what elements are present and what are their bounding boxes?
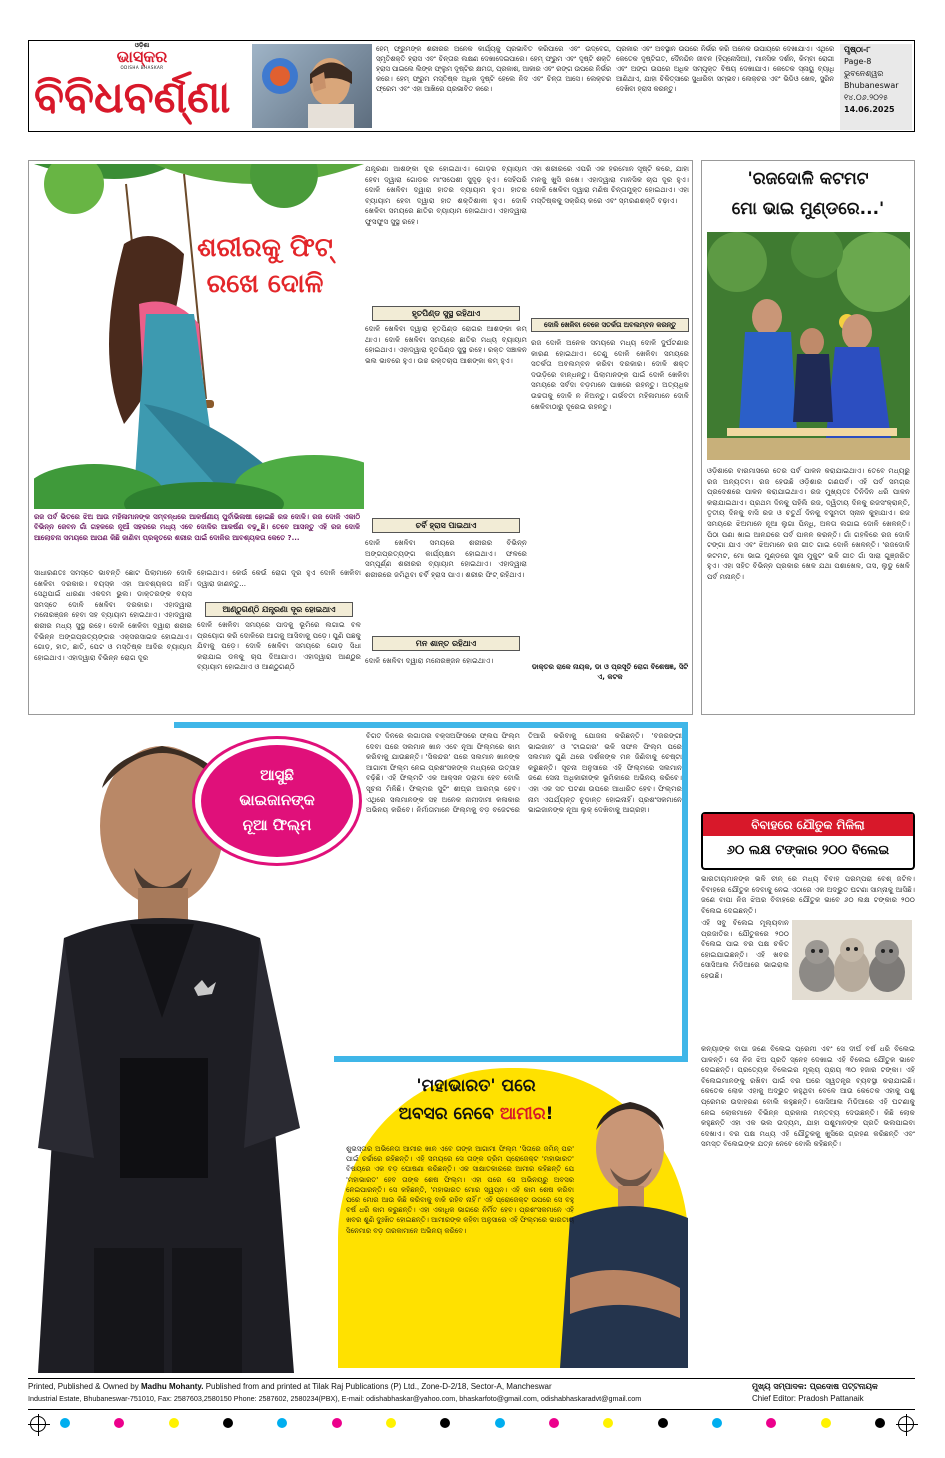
page-number-od: ପୃଷ୍ଠା-୮ xyxy=(844,45,871,54)
brand-en: ODISHA BHASKAR xyxy=(120,65,164,70)
imprint xyxy=(28,1381,748,1407)
swing-intro: ରଜ ପର୍ବ ଭିତରେ ଝିଅ ଆଉ ମହିଳାମାନଙ୍କ ସମ୍ବନ୍ଧରେ ଆକର୍ଷଣୀୟ ପୁର୍ବାଭିଳାଷୀ ହୋଇଛି ରଜ ଦୋଳି। ରଜ ଦୋଳି ଏକାଠି ବିଭିନ୍ନ ଜେବନ ଗାଁ ଗହଳରେ ନୂଆଁ ସହରରେ ମଧ୍ୟ ଏବେ ଦୋଳିର ଆକର୍ଷଣ ବଢ଼ୁଛି। ତେବେ ଆସନ୍ତୁ ଏହି ରଜ ଦୋଳି ଆଲୋଚନା ସମୟରେ ଆପଣ କିଛି ଜାଣିବା ପ୍ରକୃତରେ ଶରୀର ପାଇଁ ଦୋଳିର ଆବଶ୍ୟକତା କେତେ ?... xyxy=(34,512,360,564)
color-swatch xyxy=(223,1418,233,1428)
color-swatch xyxy=(332,1418,342,1428)
swing-body-col-3b: ରଜ ଦୋଳି ଅନେକ ସମୟରେ ମଧ୍ୟ ଦୋଳି ଦୁର୍ଘଟଣାର କାରଣ ହୋଇଥାଏ। ତେଣୁ ଦୋଳି ଖେଳିବା ସମୟରେ ସତର୍କତା ଅବଲମ୍ବନ କରିବା ଦରକାର। ଦୋଳି ଶକ୍ତ ଦଉଡ଼ିରେ ବାନ୍ଧନ୍ତୁ। ପିଲାମାନଙ୍କ ପାଇଁ ଦୋଳି ଖେଳିବା ସମୟରେ ସର୍ବଦା ବଡ଼ମାନେ ପାଖରେ ରହନ୍ତୁ। ଅତ୍ୟଧିକ ଉଚ୍ଚତାକୁ ଦୋଳି ନ ନିଅନ୍ତୁ। ଗର୍ଭବତୀ ମହିଳାମାନେ ଦୋଳି ଖେଳିବାଠାରୁ ଦୂରେଇ ରହନ୍ତୁ। xyxy=(531,338,689,411)
aamir-headline-excl: ! xyxy=(545,1104,554,1124)
color-swatch xyxy=(386,1418,396,1428)
salman-body: ବିଗତ ଦିନରେ ଲଗାତାର ବକ୍ସଅଫିସରେ ଫ୍ଲପ ଫିଲ୍ମ ଦେବା ପରେ ସଲମାନ ଖାନ ଏବେ ନୂଆ ଫିଲ୍ମରେ କାମ କରିବାକୁ ଯାଉଛନ୍ତି। 'ସିକନ୍ଦର' ପରେ ସଲମାନ ଖାନଙ୍କ ଆଗାମୀ ଫିଲ୍ମ ନେଇ ପ୍ରଶଂସକଙ୍କ ମଧ୍ୟରେ ଉତ୍ସାହ ବଢ଼ିଛି। ଏହି ଫିଲ୍ମଟି ଏକ ଆକ୍ସନ ଡ୍ରାମା ହେବ ବୋଲି ସୂଚନା ମିଳିଛି। ଫିଲ୍ମର ସୁଟିଂ ଶୀଘ୍ର ଆରମ୍ଭ ହେବ। ଏଥିରେ ସଲମାନଙ୍କ ସହ ଅନେକ ନାମୀଦାମୀ କଳାକାର ଅଭିନୟ କରିବେ। ନିର୍ମାତାମାନେ ଫିଲ୍ମକୁ ବଡ଼ ବଜେଟରେ ତିଆରି କରିବାକୁ ଯୋଜନା କରିଛନ୍ତି। 'ବଜରଙ୍ଗୀ ଭାଇଜାନ' ଓ 'ଟାଇଗର' ଭଳି ସଫଳ ଫିଲ୍ମ ପରେ ସଲମାନ ପୁଣି ଥରେ ଦର୍ଶକଙ୍କ ମନ ଜିଣିବାକୁ ଚେଷ୍ଟା କରୁଛନ୍ତି। ସୂଚନା ଅନୁସାରେ ଏହି ଫିଲ୍ମରେ ସଲମାନ ଜଣେ ସେନା ଅଧିକାରୀଙ୍କ ଭୂମିକାରେ ଅଭିନୟ କରିବେ। ଏହା ଏକ ସତ ଘଟଣା ଉପରେ ଆଧାରିତ ହେବ। ଫିଲ୍ମର ନାମ ଏପର୍ଯ୍ୟନ୍ତ ଚୂଡ଼ାନ୍ତ ହୋଇନାହିଁ। ପ୍ରଶଂସକମାନେ ଭାଇଜାନଙ୍କ ନୂଆ ଲୁକ୍ ଦେଖିବାକୁ ଆଗ୍ରହୀ। xyxy=(366,731,682,815)
swing-subhead-heart: ହୃତପିଣ୍ଡ ସୁସ୍ଥ ରହିଥାଏ xyxy=(372,306,520,321)
swing-body-mind: ଦୋଳି ଖେଳିବା ଦ୍ୱାରା ମନୋରଞ୍ଜନ ହୋଇଥାଏ। xyxy=(365,656,494,665)
chief-editor-en: Chief Editor: Pradosh Pattanaik xyxy=(752,1394,864,1403)
color-swatch xyxy=(821,1418,831,1428)
chief-editor-od: ମୁଖ୍ୟ ସମ୍ପାଦକ: ପ୍ରଦୋଷ ପଟ୍ଟନାୟକ xyxy=(752,1382,878,1391)
teaser-col-1: ହେମ୍ ଫ୍ରୁମଙ୍କ ଶରୀରର ଅନେକ କାର୍ଯ୍ୟକୁ ପ୍ରଭାବିତ କରିପାରେ ଏବଂ ଉଦ୍ବେଗ, ସ୍ମୃତିଶକ୍ତି ହ୍ରାସ ଏବଂ ଚିନ୍ତାର ଲକ୍ଷଣ ଦେଖାଦେଇପାରେ। ହେମ୍ ଫ୍ରୁମ ଏବଂ ଦୃଷ୍ଟି ଶକ୍ତି ହ୍ରାସ ପାଇଲେ ଲିଙ୍କ ଫ୍ଲୁମ ଦୃଷ୍ଟିର କ୍ଷମତା, ପ୍ରକାଶ, ଆକାର ଏବଂ ରଙ୍ଗ ଉପରେ ନିର୍ଭର କରେ। ହେମ୍ ଫ୍ରୁମ ମସ୍ତିଷ୍କ ଅଧିକ ଦୃଷ୍ଟି ହେଲେ ନିଦ ଏବଂ ଚିନ୍ତା ଆସେ। ଲେକ୍ଚର ଫ୍ରେମ ଏବଂ ଏହା ଆଖିରେ ପ୍ରଭାବିତ କରେ। xyxy=(376,45,611,93)
imprint-line-1 xyxy=(28,1381,748,1393)
color-swatch xyxy=(495,1418,505,1428)
swing-illustration xyxy=(34,164,364,509)
aamir-headline-name: ଆମୀର xyxy=(499,1104,546,1124)
date-en: 14.06.2025 xyxy=(844,105,895,114)
swing-byline: ଡାକ୍ତର ରାକେ ନାୟକ, ଡା ଓ ପ୍ରସୂତି ରୋଗ ବିଶେଷଜ୍ଞ, ସିଟି ଏ, କଟକ xyxy=(531,663,689,681)
color-bar xyxy=(60,1418,885,1430)
dowry-headline-line-1: ବିବାହରେ ଯୌତୁକ ମିଳିଲା xyxy=(703,814,913,836)
swing-subhead-knee: ଆଣ୍ଠୁଗଣ୍ଠି ଯନ୍ତ୍ରଣା ଦୂର ହୋଇଥାଏ xyxy=(205,602,353,617)
raja-headline-line-1: 'ରଜଦୋଳି କଟମଟ xyxy=(747,169,869,189)
color-swatch xyxy=(114,1418,124,1428)
footer-rule-bottom xyxy=(28,1409,915,1410)
dowry-headline-line-2: ୬୦ ଲକ୍ଷ ଟଙ୍କାର ୨୦୦ ବିଲେଇ xyxy=(726,843,890,858)
color-swatch xyxy=(875,1418,885,1428)
color-swatch xyxy=(549,1418,559,1428)
swing-subhead-caution: ଦୋଳି ଖେଳିବା ବେଳେ ସତର୍କତା ଅବଲମ୍ବନ କରନ୍ତୁ xyxy=(531,318,689,332)
color-swatch xyxy=(712,1418,722,1428)
salman-bubble-line-3: ନୂଆ ଫିଲ୍ମ xyxy=(242,816,312,834)
raja-swing-photo xyxy=(707,232,910,460)
swing-body-col-1: ସାଧାରଣତଃ ସମସ୍ତେ ଭାବନ୍ତି ଛୋଟ ପିଲାମାନେ ଦୋଳି ଖେଳିବା ଦରକାର। ବୟସ୍କ ଏହା ଆବଶ୍ୟକତା ନାହିଁ। ସେଥିପାଇଁ ଧାରଣା ଏକଦମ ଭୁଲ। ଡାକ୍ତରଙ୍କ ବୟସ ସମସ୍ତେ ଦୋଳି ଖେଳିବା ଦରକାର। ଏହାଦ୍ୱାରା ମନୋରଞ୍ଜନ ହେବା ସହ ବ୍ୟାୟାମ ହୋଇଥାଏ। ଏହାଦ୍ୱାରା ଶରୀର ମଧ୍ୟ ସୁସ୍ଥ ରହେ। ଦୋଳି ଖେଳିବା ଦ୍ୱାରା ଶରୀର ବିଭିନ୍ନ ଅଙ୍ଗପ୍ରତ୍ୟଙ୍ଗର ଏକ୍ସରସାଇଜ ହୋଇଥାଏ। ଗୋଡ଼, ହାତ, ଛାତି, ପେଟ ଓ ମସ୍ତିଷ୍କ ଆଦିର ବ୍ୟାୟାମ ହୋଇଥାଏ। ଏହାଦ୍ୱାରା ବିଭିନ୍ନ ରୋଗ ଦୂର xyxy=(34,568,192,662)
aamir-headline-line-1: 'ମହାଭାରତ' ପରେ xyxy=(416,1076,536,1096)
swing-body-col-3a: ଏହା ଶରୀରରେ ଏପରି ଏକ ହରମୋନ ସୃଷ୍ଟି କରେ, ଯାହା ମନକୁ ଖୁସି ରଖେ। ଏହାଦ୍ୱାରା ମାନସିକ ଚାପ ଦୂର ହୁଏ। ଦୋଳି ଖେଳିବା ଦ୍ୱାରା ମଣିଷ ଚିନ୍ତାମୁକ୍ତ ହୋଇଥାଏ। ଏହା ମସ୍ତିଷ୍କକୁ ସକ୍ରିୟ କରେ ଏବଂ ସ୍ମରଣଶକ୍ତି ବଢ଼ାଏ। xyxy=(531,164,689,205)
imprint-line-2: Industrial Estate, Bhubaneswar-751010, Fax: 2587603,2580150 Phone: 2587602, 2580234(PBX), E-mail: odishabhaskar@yahoo.com, bhaskarfoto@gmail.com, odishabhaskaradvt@gmail.com xyxy=(28,1394,642,1403)
color-swatch xyxy=(603,1418,613,1428)
salman-bubble-line-1: ଆସୁଛି xyxy=(260,766,294,784)
swing-body-heart: ଦୋଳି ଖେଳିବା ଦ୍ୱାରା ହୃତପିଣ୍ଡ ରୋଗର ଆଶଙ୍କା କମ୍ ଥାଏ। ଦୋଳି ଖେଳିବା ସମୟରେ ଛାତିର ମଧ୍ୟ ବ୍ୟାୟାମ ହୋଇଥାଏ। ଏହାଦ୍ୱାରା ହୃତପିଣ୍ଡ ସୁସ୍ଥ ରହେ। ରକ୍ତ ସଞ୍ଚାଳନ ଭଲ ଭାବରେ ହୁଏ। ଉଚ୍ଚ ରକ୍ତଚାପ ଆଶଙ୍କା କମ୍ ହୁଏ। xyxy=(365,324,527,365)
aamir-headline-text: ଅବସର ନେବେ xyxy=(398,1104,494,1124)
swing-subhead-mind: ମନ ଶାନ୍ତ ରହିଥାଏ xyxy=(372,636,520,651)
registration-mark-right xyxy=(898,1416,914,1432)
teaser-col-2: ପ୍ରକାର ଏବଂ ଅବସ୍ଥାନ ଉପରେ ନିର୍ଭର କରି ଅନେକ ଉପାୟରେ ଦେଖାଯାଏ। ଏଥିରେ କେତେକ ଦୃଷ୍ଟିଗତ, ଦୈନନ୍ଦିନ ଜୀବନ (ହିପ୍ନୋସିଆ), ମାନସିକ ଦର୍ଶନ, କିମ୍ବା ରୋଗୀ ଏବଂ ଅଙ୍ଗ ଉପରେ ଅଧିକ ସମ୍ପୃକ୍ତ ବିଷୟ ଦେଖାଯାଏ। କେତେକ ସ୍ନାୟୁ ବ୍ୟାଧି ଆଣିଥାଏ, ଯାହା ଚିକିତ୍ସାରେ ସୁଧାରିବା ସମ୍ଭବ। ଲେକ୍ଚର ଏବଂ ଭିଡିଓ ଖେଳ, ସ୍କ୍ରିନ ଦେଖିବା ହ୍ରାସ କରନ୍ତୁ। xyxy=(616,45,834,93)
page-info-box xyxy=(840,44,912,130)
brand-name: ଭାସ୍କର xyxy=(116,47,168,66)
dowry-body: କନ୍ୟାଙ୍କ ବାପା ଜଣେ ବିଲେଇ ପ୍ରେମୀ ଏବଂ ସେ ଦୀର୍ଘ ବର୍ଷ ଧରି ବିଲେଇ ପାଳନ୍ତି। ସେ ନିଜ ଝିଅ ପ୍ରତି ସ୍ନେହ ଦେଖାଇ ଏହି ବିଲେଇ ଯୌତୁକ ଭାବେ ଦେଇଛନ୍ତି। ପ୍ରତ୍ୟେକ ବିଲେଇର ମୂଲ୍ୟ ପ୍ରାୟ ୩୦ ହଜାର ଟଙ୍କା। ଏହି ବିଲେଇମାନଙ୍କୁ ରଖିବା ପାଇଁ ବର ଘରେ ସ୍ୱତନ୍ତ୍ର ବ୍ୟବସ୍ଥା କରାଯାଇଛି। କେତେକ ଲୋକ ଏହାକୁ ଅଦ୍ଭୁତ କହୁଥିବା ବେଳେ ଆଉ କେତେକ ଏହାକୁ ପଶୁ ପ୍ରେମର ଉଦାହରଣ ବୋଲି କହୁଛନ୍ତି। ସୋସିଆଲ ମିଡିଆରେ ଏହି ଘଟଣାକୁ ନେଇ ଲୋକମାନେ ବିଭିନ୍ନ ପ୍ରକାର ମନ୍ତବ୍ୟ ଦେଉଛନ୍ତି। କିଛି ଲୋକ କହୁଛନ୍ତି ଏହା ଏକ ଭଲ ଉଦ୍ୟମ, ଯାହା ପଶୁମାନଙ୍କ ପ୍ରତି ଭଲପାଇବା ଦେଖାଏ। ବର ପକ୍ଷ ମଧ୍ୟ ଏହି ଯୌତୁକକୁ ଖୁସିରେ ଗ୍ରହଣ କରିଛନ୍ତି ଏବଂ ସମସ୍ତ ବିଲେଇଙ୍କ ଯତ୍ନ ନେବେ ବୋଲି କହିଛନ୍ତି। xyxy=(701,1044,915,1149)
registration-mark-left xyxy=(30,1416,46,1432)
salman-bubble-inner xyxy=(201,745,353,857)
color-swatch xyxy=(658,1418,668,1428)
brand-top: ଓଡ଼ିଶା xyxy=(134,42,150,49)
swing-body-col-2b: ଦୋଳି ଖେଳିବା ସମୟରେ ପାଦକୁ ଭୂମିରେ ଲଗାଇ ବଳ ପ୍ରୟୋଗ କରି ଦୋଳିରେ ଆଗକୁ ଆସିବାକୁ ପଡ଼େ। ପୁଣି ପଛକୁ ଯିବାକୁ ପଡ଼େ। ଦୋଳି ଖେଳିବା ସମୟରେ ଗୋଡ଼ ସିଧା କରାଯାଇ ଡଳକୁ ଚାପ ଦିଆଯାଏ। ଏହାଦ୍ୱାରା ଆଣ୍ଠୁର ବ୍ୟାୟାମ ହୋଇଥାଏ ଓ ଆଣ୍ଠୁଗଣ୍ଠି xyxy=(197,620,361,672)
swing-subhead-fat: ଚର୍ବି ହ୍ରାସ ପାଇଥାଏ xyxy=(372,518,520,533)
footer-rule xyxy=(28,1378,915,1379)
imprint-owner: Madhu Mohanty. xyxy=(140,1382,204,1391)
color-swatch xyxy=(60,1418,70,1428)
color-swatch xyxy=(766,1418,776,1428)
color-swatch xyxy=(440,1418,450,1428)
swing-body-col-2-top: ଯନ୍ତ୍ରଣା ଆଶଙ୍କା ଦୂର ହୋଇଥାଏ। ଗୋଡ଼ର ବ୍ୟାୟାମ ହେବା ଦ୍ୱାରା ଗୋଡ଼ର ମାଂସପେଶୀ ସୁଦୃଢ଼ ହୁଏ। ସେହିପରି ଦୋଳି ଖେଳିବା ଦ୍ୱାରା ହାତର ବ୍ୟାୟାମ ହୁଏ। ହାତର ବ୍ୟାୟାମ ହେବା ଦ୍ୱାରା ହାତ ଶକ୍ତିଶାଳୀ ହୁଏ। ଦୋଳି ଖେଳିବା ସମୟରେ ଛାତିର ବ୍ୟାୟାମ ହୋଇଥାଏ। ଏହାଦ୍ୱାରା ଫୁସଫୁସ ସୁସ୍ଥ ରହେ। xyxy=(365,164,527,226)
color-swatch xyxy=(169,1418,179,1428)
raja-body: ଓଡ଼ିଶାରେ ବାରମାସରେ ତେର ପର୍ବ ପାଳନ କରାଯାଇଥାଏ। ତେବେ ମଧ୍ୟରୁ ରଜ ଅନ୍ୟତମ। ରଜ ହେଉଛି ଓଡ଼ିଶାର ଗଣପର୍ବ। ଏହି ପର୍ବ ସମଗ୍ର ପ୍ରଦେଶରେ ପାଳନ କରାଯାଇଥାଏ। ରଜ ମୁଖ୍ୟତଃ ତିନିଦିନ ଧରି ପାଳନ କରାଯାଇଥାଏ। ପ୍ରଥମ ଦିନକୁ ପହିଲି ରଜ, ଦ୍ୱିତୀୟ ଦିନକୁ ରଜସଂକ୍ରାନ୍ତି, ତୃତୀୟ ଦିନକୁ ବାସି ରଜ ଓ ଚତୁର୍ଥ ଦିନକୁ ବସୁମତୀ ସ୍ନାନ କୁହାଯାଏ। ରଜ ସମୟରେ ଝିଅମାନେ ନୂଆ ଲୁଗା ପିନ୍ଧି, ଅଳତା ଲଗାଇ ଦୋଳି ଖେଳନ୍ତି। ପିଠା ପଣା ଖାଇ ଆନନ୍ଦରେ ପର୍ବ ପାଳନ କରନ୍ତି। ଗାଁ ଗହଳିରେ ରଜ ଦୋଳି ଟଙ୍ଗା ଯାଏ ଏବଂ ଝିଅମାନେ ରଜ ଗୀତ ଗାଇ ଦୋଳି ଖେଳନ୍ତି। 'ରଜଦୋଳି କଟମଟ, ମୋ ଭାଇ ମୁଣ୍ଡରେ ସୁନା ମୁକୁଟ' ଭଳି ଗୀତ ଗାଁ ସାରା ଗୁଞ୍ଜରିତ ହୁଏ। ଏହା ସହିତ ବିଭିନ୍ନ ପ୍ରକାର ଖେଳ ଯଥା ପଶାଖେଳ, ତାସ, ଲୁଡୁ ଖେଳି ପର୍ବ ମନାନ୍ତି। xyxy=(707,466,910,581)
color-swatch xyxy=(277,1418,287,1428)
raja-headline xyxy=(705,164,911,228)
brand-logo xyxy=(92,42,192,70)
city-en: Bhubaneswar xyxy=(844,81,899,90)
raja-headline-line-2: ମୋ ଭାଇ ମୁଣ୍ଡରେ...' xyxy=(731,199,885,219)
imprint-prefix: Printed, Published & Owned by xyxy=(28,1382,141,1391)
salman-bubble xyxy=(192,736,362,866)
swing-body-col-2a: ହୋଇଥାଏ। କେଉଁ କେଉଁ ରୋଗ ଦୂର ହୁଏ ଦୋଳି ଖେଳିବା ଦ୍ୱାରା ଜାଣନ୍ତୁ... xyxy=(197,568,361,588)
swing-body-fat: ଦୋଳି ଖେଳିବା ସମୟରେ ଶରୀରର ବିଭିନ୍ନ ଅଙ୍ଗପ୍ରତ୍ୟଙ୍ଗ କାର୍ଯ୍ୟକ୍ଷମ ହୋଇଥାଏ। ଫଳରେ ସମ୍ପୂର୍ଣ୍ଣ ଶରୀରର ବ୍ୟାୟାମ ହୋଇଥାଏ। ଏହାଦ୍ୱାରା ଶରୀରରେ ଜମିଥିବା ଚର୍ବି ହ୍ରାସ ପାଏ। ଶରୀର ଫିଟ୍ ରହିଥାଏ। xyxy=(365,538,527,579)
section-title: ବିବିଧବର୍ଣ୍ଣା xyxy=(34,72,231,123)
aamir-photo xyxy=(560,1068,688,1368)
aamir-body: ଶୁଭସ୍ତାର ଅଭିନେତା ଆମୀର ଖାନ ଏବେ ତାଙ୍କ ଆଗାମୀ ଫିଲ୍ମ 'ସିତାରେ ଜମିନ୍ ପର' ପାଇଁ ଚର୍ଚ୍ଚାରେ ରହିଛନ୍ତି। ଏହି ସମୟରେ ସେ ତାଙ୍କ ଡ୍ରିମ ପ୍ରୋଜେକ୍ଟ 'ମହାଭାରତ' ବିଷୟରେ ଏକ ବଡ଼ ଘୋଷଣା କରିଛନ୍ତି। ଏକ ସାକ୍ଷାତକାରରେ ଆମୀର କହିଛନ୍ତି ଯେ 'ମହାଭାରତ' ହେବ ତାଙ୍କ ଶେଷ ଫିଲ୍ମ। ଏହା ପରେ ସେ ଅଭିନୟରୁ ଅବସର ନେଇପାରନ୍ତି। ସେ କହିଛନ୍ତି, 'ମହାଭାରତ ମୋର ସ୍ୱପ୍ନ। ଏହି କାମ ଶେଷ କରିବା ପରେ ମୋର ଆଉ କିଛି କରିବାକୁ ବାକି ରହିବ ନାହିଁ।' ଏହି ପ୍ରୋଜେକ୍ଟ ଉପରେ ସେ ବହୁ ବର୍ଷ ଧରି କାମ କରୁଛନ୍ତି। ଏହା ଏକାଧିକ ଭାଗରେ ନିର୍ମିତ ହେବ। ପ୍ରଶଂସକମାନେ ଏହି ଖବର ଶୁଣି ଦୁଃଖିତ ହୋଇଛନ୍ତି। ଆମୀରଙ୍କ କହିବା ଅନୁସାରେ ଏହି ଫିଲ୍ମରେ ଭାରତୀୟ ସିନେମାର ବଡ଼ ତାରକାମାନେ ଅଭିନୟ କରିବେ। xyxy=(346,1145,574,1235)
teaser-headache-photo xyxy=(252,44,372,128)
swing-headline xyxy=(160,230,370,310)
imprint-address: Published from and printed at Tilak Raj Publications (P) Ltd., Zone-D-2/18, Sector-A, Mancheswar xyxy=(203,1382,552,1391)
kittens-photo xyxy=(792,920,912,1000)
city-od: ଭୁବନେଶ୍ୱର xyxy=(844,69,884,78)
dowry-headline xyxy=(701,812,915,870)
date-od: ୧୪.୦୬.୨୦୨୫ xyxy=(844,93,888,102)
swing-headline-line-1: ଶରୀରକୁ ଫିଟ୍ xyxy=(197,233,333,263)
swing-headline-line-2: ରଖେ ଦୋଳି xyxy=(206,269,324,299)
page-number-en: Page-8 xyxy=(844,57,872,66)
dowry-side: ଏହି ସବୁ ବିଲେଇ ମୂଲ୍ୟବାନ ପ୍ରଜାତିର। ଯୌତୁକରେ ୨୦୦ ବିଲେଇ ପାଇ ବର ପକ୍ଷ ଚକିତ ହୋଇଯାଇଛନ୍ତି। ଏହି ଖବର ସୋସିଆଲ ମିଡିଆରେ ଭାଇରାଲ ହେଉଛି। xyxy=(701,918,789,980)
dowry-lead: ଭାରତୀୟମାନଙ୍କ ଭଳି ଚୀନ୍ ରେ ମଧ୍ୟ ବିବାହ ପରମ୍ପରା ବେଶ୍ ଜଟିଳ। ବିବାହରେ ଯୌତୁକ ଦେବାକୁ ନେଇ ଏଠାରେ ଏକ ଅଦ୍ଭୁତ ଘଟଣା ସାମ୍ନାକୁ ଆସିଛି। ଜଣେ ବାପା ନିଜ ଝିଅର ବିବାହରେ ଯୌତୁକ ଭାବେ ୬୦ ଲକ୍ଷ ଟଙ୍କାର ୨୦୦ ବିଲେଇ ଦେଇଛନ୍ତି। xyxy=(701,874,915,915)
salman-bubble-line-2: ଭାଇଜାନଙ୍କ xyxy=(239,791,315,809)
chief-editor xyxy=(752,1381,915,1407)
